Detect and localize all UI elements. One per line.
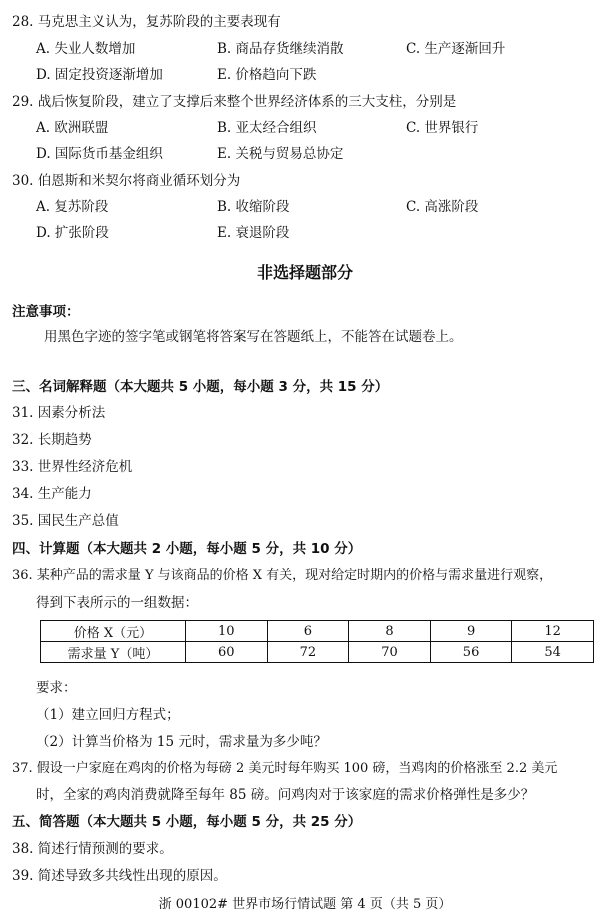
q29-option-c: C. 世界银行: [406, 120, 479, 136]
q28-option-c: C. 生产逐渐回升: [406, 41, 506, 57]
q30-option-a: A. 复苏阶段: [36, 199, 109, 215]
section5-header: 五、简答题（本大题共 5 小题，每小题 5 分，共 25 分）: [12, 814, 362, 830]
requirement-1: （1）建立回归方程式；: [36, 707, 180, 723]
table-cell: 9: [430, 621, 512, 642]
table-cell: 54: [512, 642, 594, 663]
q38: 38. 简述行情预测的要求。: [12, 841, 173, 857]
section4-header: 四、计算题（本大题共 2 小题，每小题 5 分，共 10 分）: [12, 541, 362, 557]
q29-stem: 29. 战后恢复阶段，建立了支撑后来整个世界经济体系的三大支柱，分别是: [12, 94, 457, 110]
table-row1-label: 价格 X（元）: [41, 621, 186, 642]
table-cell: 70: [349, 642, 431, 663]
q30-option-d: D. 扩张阶段: [36, 225, 109, 241]
q33: 33. 世界性经济危机: [12, 459, 133, 475]
q28-option-b: B. 商品存货继续消散: [217, 41, 344, 57]
q32: 32. 长期趋势: [12, 432, 92, 448]
q28-option-a: A. 失业人数增加: [36, 41, 136, 57]
q35: 35. 国民生产总值: [12, 513, 119, 529]
table-cell: 12: [512, 621, 594, 642]
q29-option-a: A. 欧洲联盟: [36, 120, 109, 136]
q30-option-e: E. 衰退阶段: [217, 225, 290, 241]
q28-stem: 28. 马克思主义认为，复苏阶段的主要表现有: [12, 14, 281, 30]
q34: 34. 生产能力: [12, 486, 92, 502]
section3-header: 三、名词解释题（本大题共 5 小题，每小题 3 分，共 15 分）: [12, 379, 389, 395]
q30-stem: 30. 伯恩斯和米契尔将商业循环划分为: [12, 173, 241, 189]
q28-option-d: D. 固定投资逐渐增加: [36, 67, 163, 83]
table-row: [41, 621, 594, 642]
q30-option-c: C. 高涨阶段: [406, 199, 479, 215]
table-row2-label: 需求量 Y（吨）: [41, 642, 186, 663]
table-cell: 56: [430, 642, 512, 663]
table-row: [41, 642, 594, 663]
q31: 31. 因素分析法: [12, 405, 106, 421]
q29-option-b: B. 亚太经合组织: [217, 120, 317, 136]
table-cell: 8: [349, 621, 431, 642]
notice-label: 注意事项：: [12, 304, 80, 320]
q39: 39. 简述导致多共线性出现的原因。: [12, 868, 227, 884]
q28-option-e: E. 价格趋向下跌: [217, 67, 317, 83]
q29-option-d: D. 国际货币基金组织: [36, 146, 163, 162]
table-cell: 60: [186, 642, 268, 663]
part2-title: 非选择题部分: [256, 263, 353, 282]
q29-option-e: E. 关税与贸易总协定: [217, 146, 344, 162]
table-cell: 72: [267, 642, 349, 663]
q37-line2: 时，全家的鸡肉消费就降至每年 85 磅。问鸡肉对于该家庭的需求价格弹性是多少？: [36, 787, 535, 803]
page-footer: 浙 00102# 世界市场行情试题 第 4 页（共 5 页）: [158, 897, 452, 912]
q36-line1: 36. 某种产品的需求量 Y 与该商品的价格 X 有关，现对给定时期内的价格与需求量进行观察，: [12, 568, 553, 583]
requirements-label: 要求：: [36, 680, 77, 696]
requirement-2: （2）计算当价格为 15 元时，需求量为多少吨？: [36, 734, 327, 750]
q36-line2: 得到下表所示的一组数据：: [36, 595, 198, 611]
q30-option-b: B. 收缩阶段: [217, 199, 290, 215]
q37-line1: 37. 假设一户家庭在鸡肉的价格为每磅 2 美元时每年购买 100 磅，当鸡肉的价格涨至 2.2 美元: [12, 761, 558, 776]
table-cell: 6: [267, 621, 349, 642]
price-demand-table: [40, 620, 594, 663]
notice-text: 用黑色字迹的签字笔或钢笔将答案写在答题纸上，不能答在试题卷上。: [44, 329, 463, 345]
table-cell: 10: [186, 621, 268, 642]
